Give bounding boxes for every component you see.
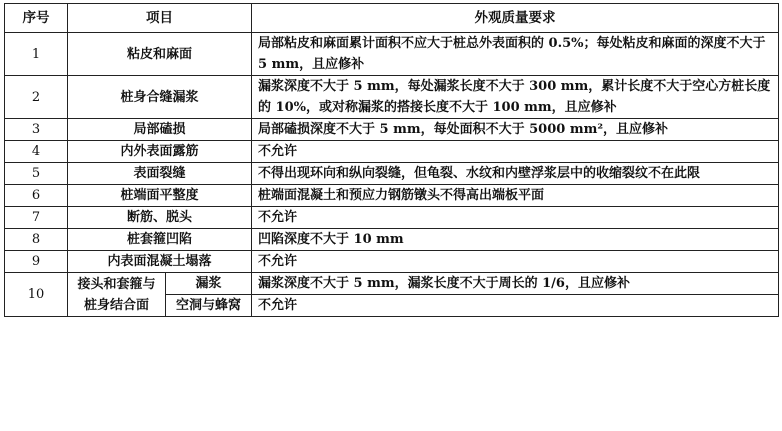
table-row: [5, 163, 779, 185]
row-no: 4: [5, 141, 68, 163]
row-item: 桩套箍凹陷: [68, 229, 252, 251]
table-row: [5, 141, 779, 163]
table-row: [5, 33, 779, 76]
row-requirement: 凹陷深度不大于 10 mm: [252, 229, 779, 251]
table-row: [5, 185, 779, 207]
row-item: 粘皮和麻面: [68, 33, 252, 76]
row-requirement: 不允许: [252, 295, 779, 317]
quality-requirements-table: [4, 3, 779, 317]
row-requirement: 局部磕损深度不大于 5 mm，每处面积不大于 5000 mm²，且应修补: [252, 119, 779, 141]
row-requirement: 不允许: [252, 251, 779, 273]
row-no: 2: [5, 76, 68, 119]
row-no: 3: [5, 119, 68, 141]
row-no: 8: [5, 229, 68, 251]
header-row: [5, 4, 779, 33]
row-subitem: 空洞与蜂窝: [166, 295, 252, 317]
row-subitem: 漏浆: [166, 273, 252, 295]
row-item: 内表面混凝土塌落: [68, 251, 252, 273]
header-no: 序号: [5, 4, 68, 33]
table-row: [5, 273, 779, 295]
row-requirement: 漏浆深度不大于 5 mm，漏浆长度不大于周长的 1/6，且应修补: [252, 273, 779, 295]
row-requirement: 不得出现环向和纵向裂缝，但龟裂、水纹和内壁浮浆层中的收缩裂纹不在此限: [252, 163, 779, 185]
row-requirement: 漏浆深度不大于 5 mm，每处漏浆长度不大于 300 mm，累计长度不大于空心方桩长度的 10%，或对称漏浆的搭接长度不大于 100 mm，且应修补: [252, 76, 779, 119]
table-row: [5, 251, 779, 273]
table-row: [5, 119, 779, 141]
row-no: 9: [5, 251, 68, 273]
row-requirement: 不允许: [252, 141, 779, 163]
row-no: 6: [5, 185, 68, 207]
row-item: 接头和套箍与桩身结合面: [68, 273, 166, 317]
row-item: 桩端面平整度: [68, 185, 252, 207]
header-item: 项目: [68, 4, 252, 33]
row-requirement: 不允许: [252, 207, 779, 229]
row-requirement: 桩端面混凝土和预应力钢筋镦头不得高出端板平面: [252, 185, 779, 207]
row-item: 内外表面露筋: [68, 141, 252, 163]
row-item: 断筋、脱头: [68, 207, 252, 229]
row-no: 1: [5, 33, 68, 76]
row-item: 局部磕损: [68, 119, 252, 141]
row-no: 7: [5, 207, 68, 229]
row-item: 桩身合缝漏浆: [68, 76, 252, 119]
header-requirement: 外观质量要求: [252, 4, 779, 33]
row-no: 10: [5, 273, 68, 317]
table-row: [5, 207, 779, 229]
table-row: [5, 76, 779, 119]
row-requirement: 局部粘皮和麻面累计面积不应大于桩总外表面积的 0.5%；每处粘皮和麻面的深度不大于 5 mm，且应修补: [252, 33, 779, 76]
row-item: 表面裂缝: [68, 163, 252, 185]
row-no: 5: [5, 163, 68, 185]
table-row: [5, 229, 779, 251]
